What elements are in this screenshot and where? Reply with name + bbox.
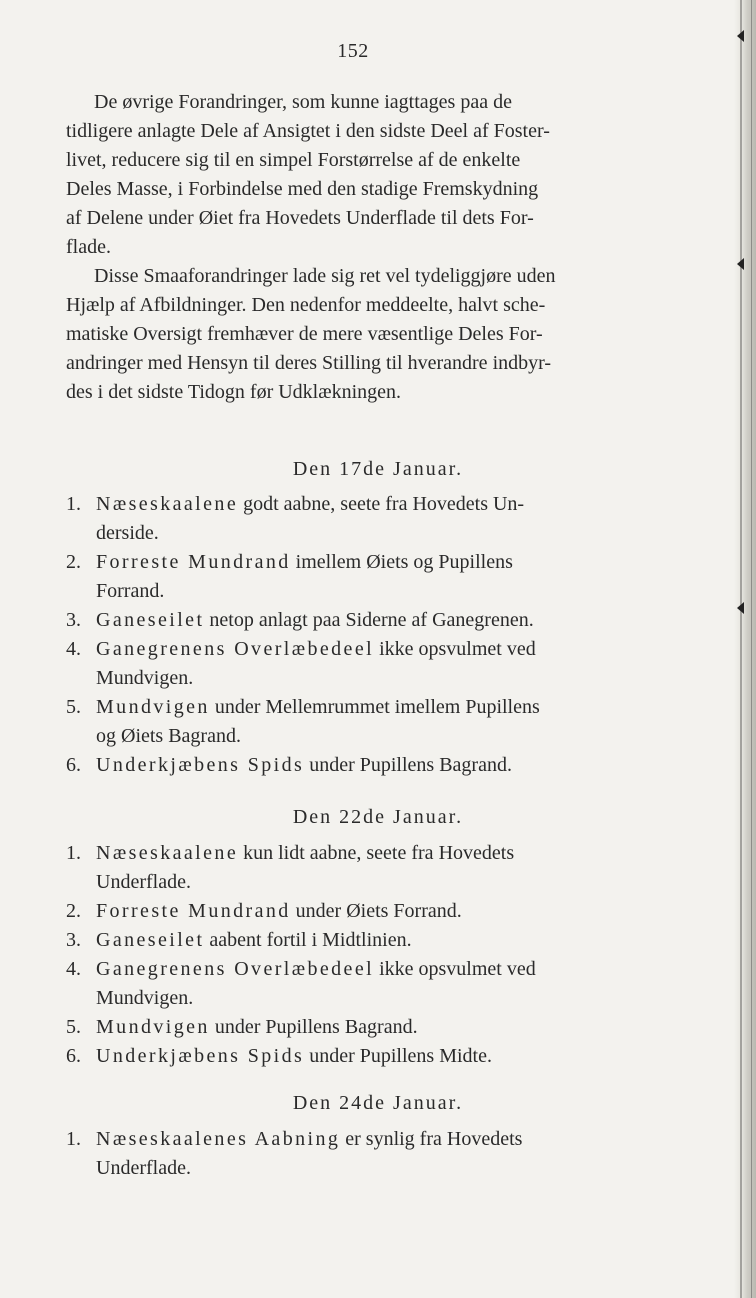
item-number: 6. — [66, 1045, 81, 1067]
text-line: Disse Smaaforandringer lade sig ret vel tydeliggjøre uden — [94, 265, 556, 287]
list-item — [66, 926, 706, 955]
intro-paragraph-2 — [66, 262, 696, 407]
item-number: 4. — [66, 958, 81, 980]
item-text: under Øiets Forrand. — [290, 900, 462, 922]
list-item — [66, 606, 706, 635]
item-number: 6. — [66, 754, 81, 776]
text-line: tidligere anlagte Dele af Ansigtet i den sidste Deel af Foster- — [66, 120, 550, 142]
list-item — [66, 1013, 706, 1042]
item-term: Ganeseilet — [96, 929, 205, 951]
item-continuation: og Øiets Bagrand. — [96, 725, 241, 747]
item-continuation: Underflade. — [96, 871, 191, 893]
item-term: Ganegrenens Overlæbedeel — [96, 638, 375, 660]
list-item — [66, 548, 706, 606]
text-line: Hjælp af Afbildninger. Den nedenfor meddeelte, halvt sche- — [66, 294, 546, 316]
edge-tab-marker — [737, 258, 744, 270]
item-term: Næseskaalenes Aabning — [96, 1128, 341, 1150]
item-number: 5. — [66, 696, 81, 718]
section-heading-17-januar: Den 17de Januar. — [292, 458, 464, 480]
item-term: Næseskaalene — [96, 842, 239, 864]
item-number: 2. — [66, 551, 81, 573]
item-text: ikke opsvulmet ved — [374, 958, 536, 980]
item-continuation: Forrand. — [96, 580, 165, 602]
text-line: Deles Masse, i Forbindelse med den stadige Fremskydning — [66, 178, 539, 200]
item-number: 3. — [66, 929, 81, 951]
item-text: under Pupillens Bagrand. — [209, 1016, 418, 1038]
item-text: netop anlagt paa Siderne af Ganegrenen. — [204, 609, 534, 631]
item-number: 4. — [66, 638, 81, 660]
item-number: 3. — [66, 609, 81, 631]
list-item — [66, 839, 706, 897]
item-text: under Mellemrummet imellem Pupillens — [209, 696, 540, 718]
text-line: livet, reducere sig til en simpel Forstørrelse af de enkelte — [66, 149, 521, 171]
binding-line — [751, 0, 752, 1298]
intro-paragraph-1 — [66, 88, 696, 262]
item-text: er synlig fra Hovedets — [340, 1128, 523, 1150]
list-item — [66, 1042, 706, 1071]
item-text: godt aabne, seete fra Hovedets Un- — [238, 493, 525, 515]
item-term: Underkjæbens Spids — [96, 754, 305, 776]
item-number: 1. — [66, 1128, 81, 1150]
item-number: 1. — [66, 842, 81, 864]
item-text: under Pupillens Bagrand. — [304, 754, 512, 776]
item-text: under Pupillens Midte. — [304, 1045, 492, 1067]
item-number: 2. — [66, 900, 81, 922]
item-text: imellem Øiets og Pupillens — [290, 551, 513, 573]
item-term: Næseskaalene — [96, 493, 239, 515]
item-term: Mundvigen — [96, 1016, 210, 1038]
item-continuation: derside. — [96, 522, 159, 544]
item-text: kun lidt aabne, seete fra Hovedets — [238, 842, 515, 864]
section-heading-24-januar: Den 24de Januar. — [292, 1092, 464, 1114]
list-item — [66, 751, 706, 780]
text-line: matiske Oversigt fremhæver de mere væsentlige Deles For- — [66, 323, 543, 345]
edge-tab-marker — [737, 602, 744, 614]
list-item — [66, 635, 706, 693]
page-number: 152 — [337, 40, 369, 62]
text-line: af Delene under Øiet fra Hovedets Underflade til dets For- — [66, 207, 534, 229]
item-term: Ganegrenens Overlæbedeel — [96, 958, 375, 980]
item-term: Mundvigen — [96, 696, 210, 718]
item-text: ikke opsvulmet ved — [374, 638, 536, 660]
binding-line — [740, 0, 742, 1298]
list-item — [66, 897, 706, 926]
item-continuation: Underflade. — [96, 1157, 191, 1179]
section-heading-22-januar: Den 22de Januar. — [292, 806, 464, 828]
item-term: Ganeseilet — [96, 609, 205, 631]
item-term: Forreste Mundrand — [96, 900, 291, 922]
item-term: Underkjæbens Spids — [96, 1045, 305, 1067]
list-item — [66, 955, 706, 1013]
text-line: flade. — [66, 236, 111, 258]
item-number: 1. — [66, 493, 81, 515]
item-continuation: Mundvigen. — [96, 667, 194, 689]
list-item — [66, 490, 706, 548]
text-line: De øvrige Forandringer, som kunne iagttages paa de — [94, 91, 512, 113]
text-line: andringer med Hensyn til deres Stilling til hverandre indbyr- — [66, 352, 552, 374]
page-binding-edge — [734, 0, 756, 1298]
list-item — [66, 1125, 706, 1183]
list-item — [66, 693, 706, 751]
text-line: des i det sidste Tidogn før Udklækningen. — [66, 381, 402, 403]
edge-tab-marker — [737, 30, 744, 42]
item-text: aabent fortil i Midtlinien. — [204, 929, 412, 951]
item-number: 5. — [66, 1016, 81, 1038]
item-term: Forreste Mundrand — [96, 551, 291, 573]
item-continuation: Mundvigen. — [96, 987, 194, 1009]
